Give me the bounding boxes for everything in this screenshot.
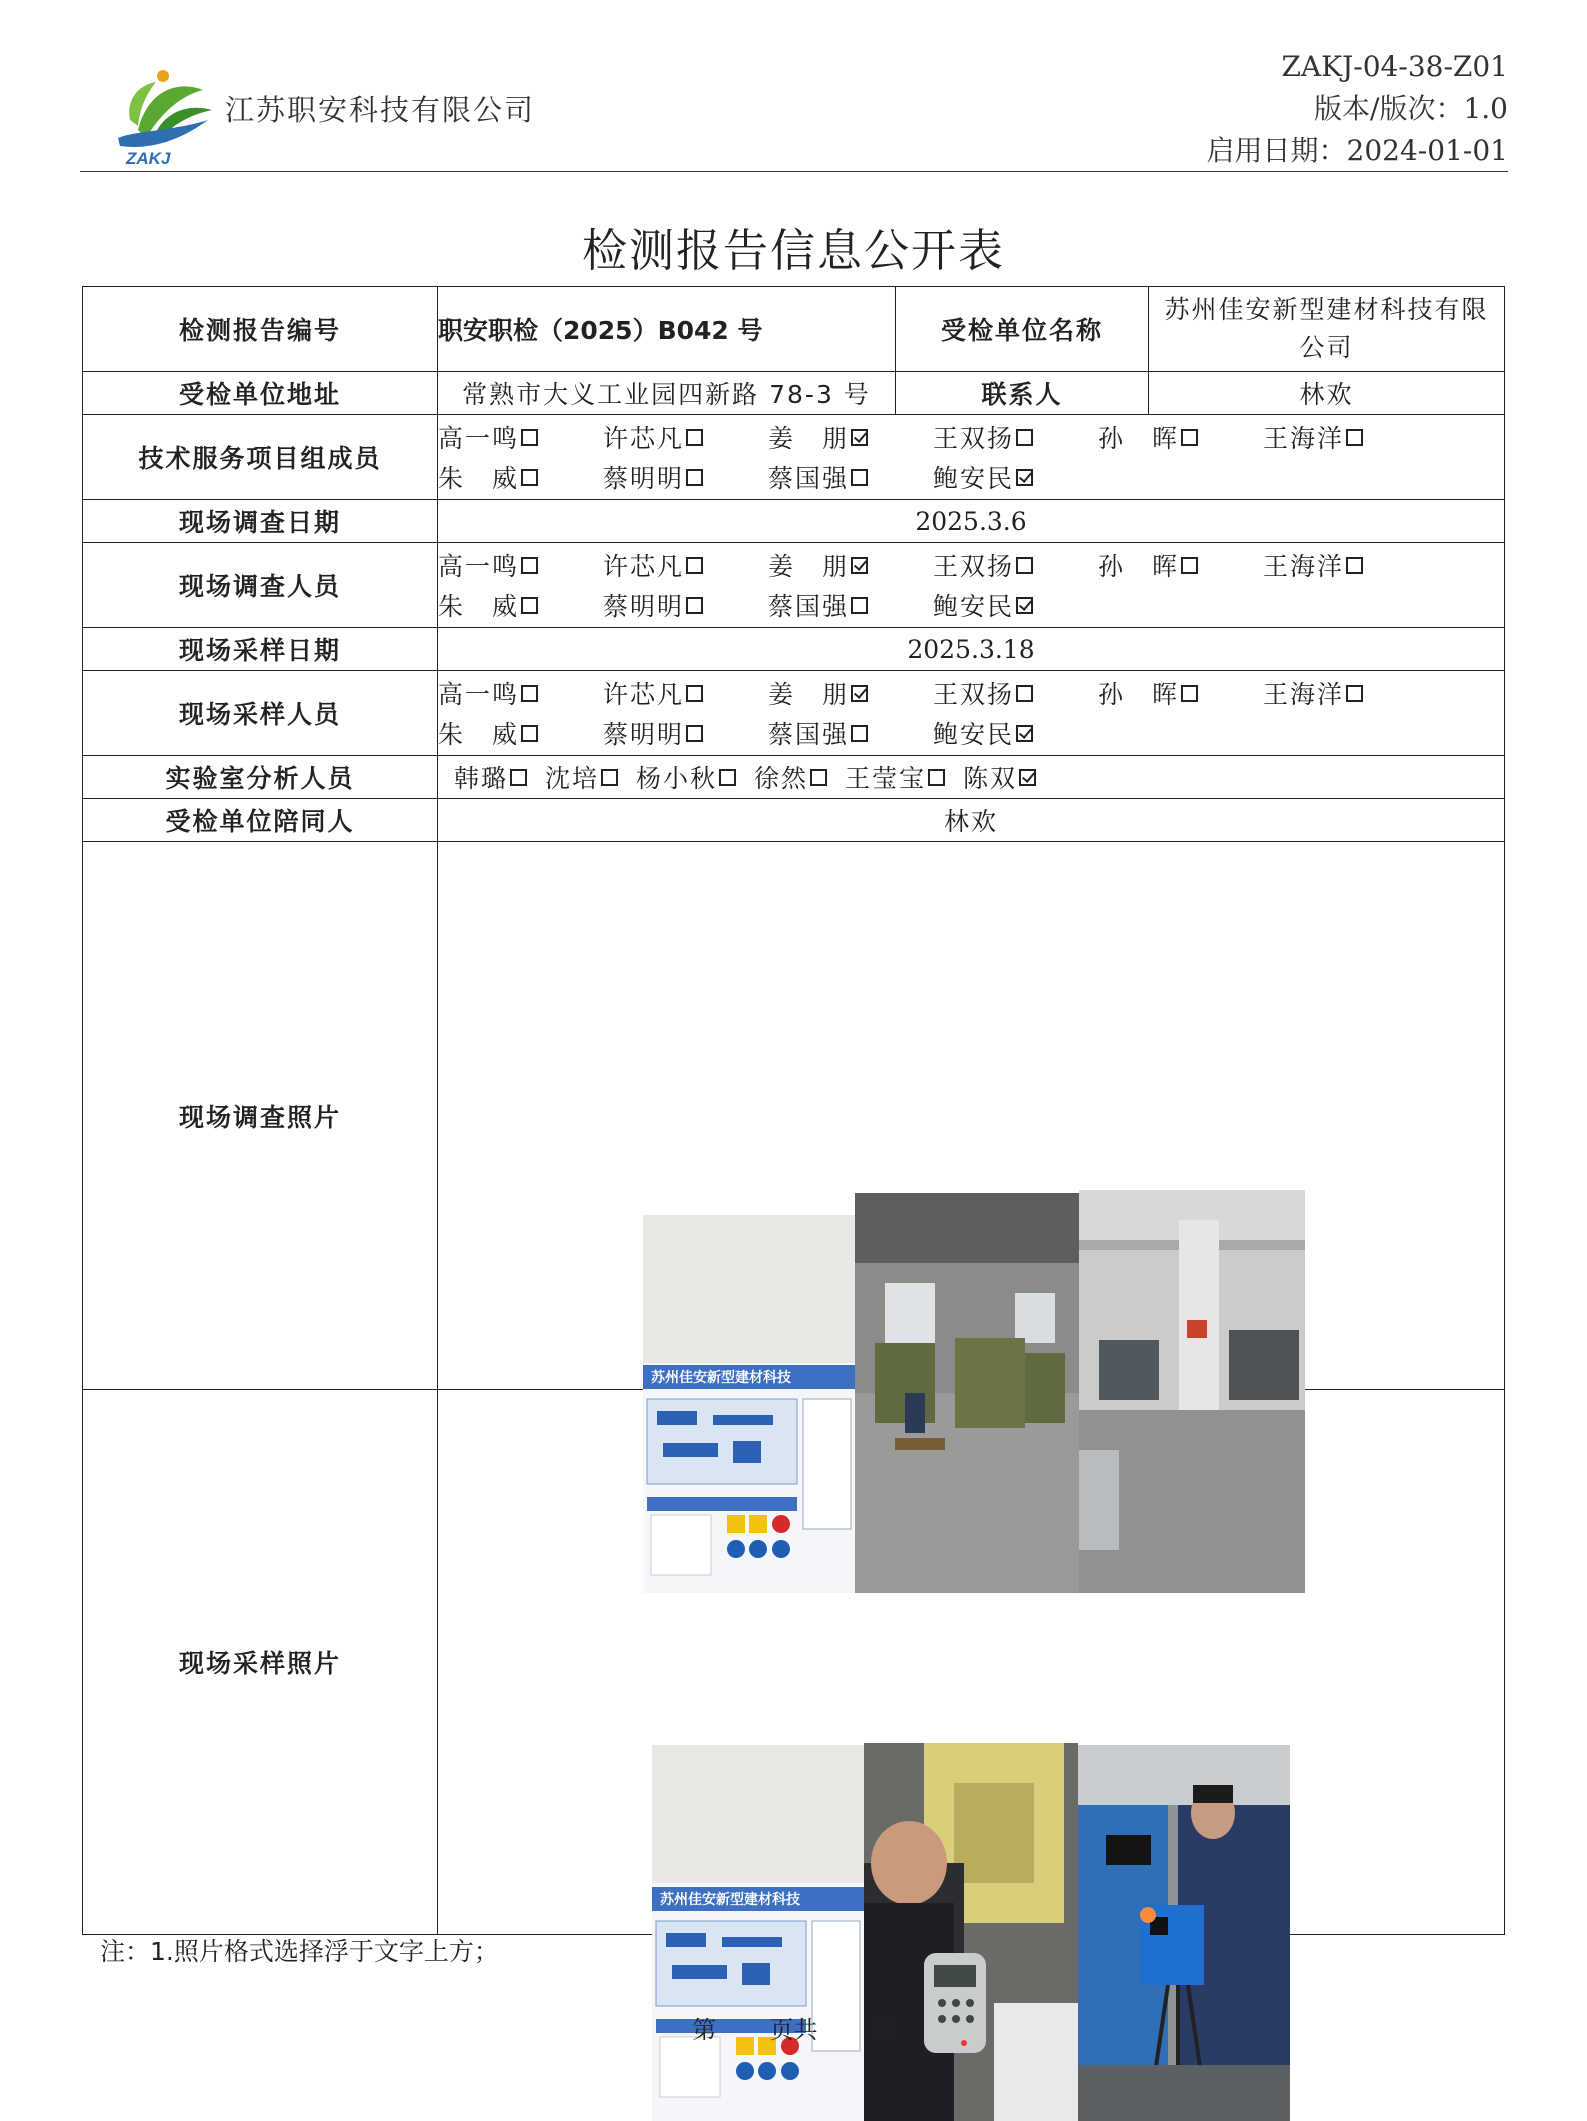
person-item: [603, 715, 768, 751]
page-counter: [0, 2010, 1587, 2045]
person-name: 王海洋: [1263, 424, 1345, 453]
checked-checkbox-icon[interactable]: [1016, 469, 1033, 486]
person-name: 王双扬: [933, 680, 1015, 709]
person-item: [1098, 547, 1263, 583]
table-row: [83, 287, 1505, 372]
unchecked-checkbox-icon[interactable]: [1016, 429, 1033, 446]
person-name: 王莹宝: [845, 764, 927, 793]
page-header: [80, 40, 1508, 172]
unchecked-checkbox-icon[interactable]: [1346, 557, 1363, 574]
sampling-photos-label: 现场采样照片: [83, 1390, 438, 1935]
company-logo: [108, 60, 218, 168]
person-item: [933, 675, 1098, 711]
sampling-photo-pump: [1078, 1745, 1290, 2121]
person-name: 孙 晖: [1098, 552, 1180, 581]
person-name: 姜 朋: [768, 424, 850, 453]
header-divider: [80, 171, 1508, 172]
sampling-staff-row-1: [438, 673, 1504, 713]
person-item: [1098, 675, 1263, 711]
contact-value: 林欢: [1149, 372, 1505, 415]
unchecked-checkbox-icon[interactable]: [521, 429, 538, 446]
table-row: [83, 628, 1505, 671]
unchecked-checkbox-icon[interactable]: [686, 597, 703, 614]
unchecked-checkbox-icon[interactable]: [686, 557, 703, 574]
unit-name-label: 受检单位名称: [896, 287, 1149, 372]
person-name: 杨小秋: [636, 764, 718, 793]
person-item: [768, 459, 933, 495]
survey-photos-label: 现场调查照片: [83, 842, 438, 1390]
unchecked-checkbox-icon[interactable]: [1346, 685, 1363, 702]
sampling-staff: [438, 671, 1505, 756]
person-item: [438, 675, 603, 711]
unchecked-checkbox-icon[interactable]: [1181, 685, 1198, 702]
unchecked-checkbox-icon[interactable]: [686, 725, 703, 742]
person-item: [438, 547, 603, 583]
person-name: 许芯凡: [603, 680, 685, 709]
person-name: 蔡明明: [603, 720, 685, 749]
person-name: 鲍安民: [933, 720, 1015, 749]
person-name: 韩璐: [454, 764, 509, 793]
survey-date-label: 现场调查日期: [83, 500, 438, 543]
team-label: 技术服务项目组成员: [83, 415, 438, 500]
person-item: [963, 759, 1036, 795]
report-no-label: 检测报告编号: [83, 287, 438, 372]
person-name: 陈双: [963, 764, 1018, 793]
person-name: 鲍安民: [933, 592, 1015, 621]
person-name: 蔡国强: [768, 720, 850, 749]
table-row: [83, 415, 1505, 500]
table-row: [83, 799, 1505, 842]
unchecked-checkbox-icon[interactable]: [510, 769, 527, 786]
company-name: 江苏职安科技有限公司: [225, 93, 536, 127]
table-row: [83, 372, 1505, 415]
person-name: 许芯凡: [603, 552, 685, 581]
unchecked-checkbox-icon[interactable]: [851, 597, 868, 614]
footnote: 注：1.照片格式选择浮于文字上方；: [100, 1937, 499, 1966]
survey-photo-workshop: [855, 1193, 1079, 1593]
person-item: [603, 459, 768, 495]
svg-text:ZAKJ: ZAKJ: [126, 149, 171, 168]
person-name: 朱 威: [438, 592, 520, 621]
table-row: [83, 842, 1505, 1390]
person-item: [768, 419, 933, 455]
person-name: 蔡明明: [603, 592, 685, 621]
person-item: [454, 759, 527, 795]
survey-staff-label: 现场调查人员: [83, 543, 438, 628]
person-item: [933, 587, 1098, 623]
table-row: [83, 543, 1505, 628]
person-name: 王双扬: [933, 424, 1015, 453]
person-item: [545, 759, 618, 795]
person-name: 孙 晖: [1098, 680, 1180, 709]
person-item: [768, 587, 933, 623]
person-name: 王海洋: [1263, 552, 1345, 581]
svg-text:苏州佳安新型建材科技: 苏州佳安新型建材科技: [660, 1892, 800, 1908]
unchecked-checkbox-icon[interactable]: [719, 769, 736, 786]
person-item: [438, 419, 603, 455]
team-row-1: [438, 417, 1504, 457]
unchecked-checkbox-icon[interactable]: [521, 685, 538, 702]
person-item: [1098, 419, 1263, 455]
checked-checkbox-icon[interactable]: [851, 685, 868, 702]
person-item: [603, 547, 768, 583]
contact-label: 联系人: [896, 372, 1149, 415]
person-item: [438, 715, 603, 751]
unchecked-checkbox-icon[interactable]: [521, 469, 538, 486]
doc-version: 版本/版次：1.0: [1314, 92, 1508, 125]
person-name: 王双扬: [933, 552, 1015, 581]
doc-code: ZAKJ-04-38-Z01: [1281, 50, 1508, 83]
person-name: 朱 威: [438, 720, 520, 749]
unchecked-checkbox-icon[interactable]: [851, 469, 868, 486]
pager-middle: 页共: [769, 2016, 818, 2044]
person-name: 许芯凡: [603, 424, 685, 453]
unchecked-checkbox-icon[interactable]: [1346, 429, 1363, 446]
person-item: [933, 459, 1098, 495]
person-name: 高一鸣: [438, 680, 520, 709]
person-item: [933, 547, 1098, 583]
sampling-photo-meter: [864, 1743, 1078, 2121]
unchecked-checkbox-icon[interactable]: [1181, 429, 1198, 446]
person-item: [933, 419, 1098, 455]
escort-value: 林欢: [438, 799, 1505, 842]
pager-prefix: 第: [692, 2016, 717, 2044]
person-name: 姜 朋: [768, 552, 850, 581]
document-meta: [1207, 46, 1508, 172]
person-name: 朱 威: [438, 464, 520, 493]
person-item: [1263, 419, 1428, 455]
unchecked-checkbox-icon[interactable]: [521, 597, 538, 614]
lab-staff-row: [454, 757, 1504, 797]
person-item: [603, 587, 768, 623]
person-name: 徐然: [754, 764, 809, 793]
info-table: [82, 286, 1505, 1935]
sampling-staff-label: 现场采样人员: [83, 671, 438, 756]
person-item: [768, 715, 933, 751]
svg-text:苏州佳安新型建材科技: 苏州佳安新型建材科技: [651, 1369, 791, 1386]
checked-checkbox-icon[interactable]: [851, 557, 868, 574]
table-row: [83, 756, 1505, 799]
checked-checkbox-icon[interactable]: [1019, 769, 1036, 786]
unchecked-checkbox-icon[interactable]: [686, 429, 703, 446]
person-item: [438, 587, 603, 623]
survey-staff-row-1: [438, 545, 1504, 585]
checked-checkbox-icon[interactable]: [851, 429, 868, 446]
survey-photo-floor: [1079, 1190, 1305, 1593]
person-name: 姜 朋: [768, 680, 850, 709]
unchecked-checkbox-icon[interactable]: [1016, 557, 1033, 574]
unchecked-checkbox-icon[interactable]: [521, 557, 538, 574]
checked-checkbox-icon[interactable]: [1016, 725, 1033, 742]
table-row: [83, 671, 1505, 756]
lab-staff-label: 实验室分析人员: [83, 756, 438, 799]
person-name: 高一鸣: [438, 552, 520, 581]
person-item: [1263, 675, 1428, 711]
lab-staff: [438, 756, 1505, 799]
person-item: [768, 675, 933, 711]
survey-photos-cell: [438, 842, 1505, 1390]
person-item: [603, 675, 768, 711]
survey-photo-sign: [643, 1215, 855, 1593]
person-item: [845, 759, 945, 795]
person-item: [636, 759, 736, 795]
person-name: 孙 晖: [1098, 424, 1180, 453]
person-item: [754, 759, 827, 795]
unchecked-checkbox-icon[interactable]: [1016, 685, 1033, 702]
person-item: [1263, 547, 1428, 583]
unchecked-checkbox-icon[interactable]: [928, 769, 945, 786]
page-title: 检测报告信息公开表: [581, 224, 1005, 277]
sampling-photo-sign: [652, 1745, 864, 2121]
address-label: 受检单位地址: [83, 372, 438, 415]
unchecked-checkbox-icon[interactable]: [686, 685, 703, 702]
sampling-date-value: 2025.3.18: [438, 628, 1505, 671]
address-value: 常熟市大义工业园四新路 78-3 号: [438, 372, 896, 415]
person-name: 王海洋: [1263, 680, 1345, 709]
person-name: 蔡明明: [603, 464, 685, 493]
person-item: [438, 459, 603, 495]
sampling-staff-row-2: [438, 713, 1504, 753]
survey-staff: [438, 543, 1505, 628]
person-item: [603, 419, 768, 455]
unchecked-checkbox-icon[interactable]: [1181, 557, 1198, 574]
pager-suffix: 页: [870, 2016, 895, 2044]
team-members: [438, 415, 1505, 500]
unit-name-value: 苏州佳安新型建材科技有限公司: [1149, 287, 1505, 372]
survey-staff-row-2: [438, 585, 1504, 625]
unchecked-checkbox-icon[interactable]: [521, 725, 538, 742]
unchecked-checkbox-icon[interactable]: [601, 769, 618, 786]
report-no-value: 职安职检（2025）B042 号: [438, 287, 896, 372]
person-name: 沈培: [545, 764, 600, 793]
person-name: 蔡国强: [768, 592, 850, 621]
unchecked-checkbox-icon[interactable]: [686, 469, 703, 486]
person-name: 蔡国强: [768, 464, 850, 493]
person-name: 鲍安民: [933, 464, 1015, 493]
team-row-2: [438, 457, 1504, 497]
checked-checkbox-icon[interactable]: [1016, 597, 1033, 614]
sampling-date-label: 现场采样日期: [83, 628, 438, 671]
escort-label: 受检单位陪同人: [83, 799, 438, 842]
person-item: [933, 715, 1098, 751]
person-name: 高一鸣: [438, 424, 520, 453]
unchecked-checkbox-icon[interactable]: [851, 725, 868, 742]
table-row: [83, 500, 1505, 543]
doc-start-date: 启用日期：2024-01-01: [1206, 134, 1508, 167]
survey-date-value: 2025.3.6: [438, 500, 1505, 543]
unchecked-checkbox-icon[interactable]: [810, 769, 827, 786]
person-item: [768, 547, 933, 583]
